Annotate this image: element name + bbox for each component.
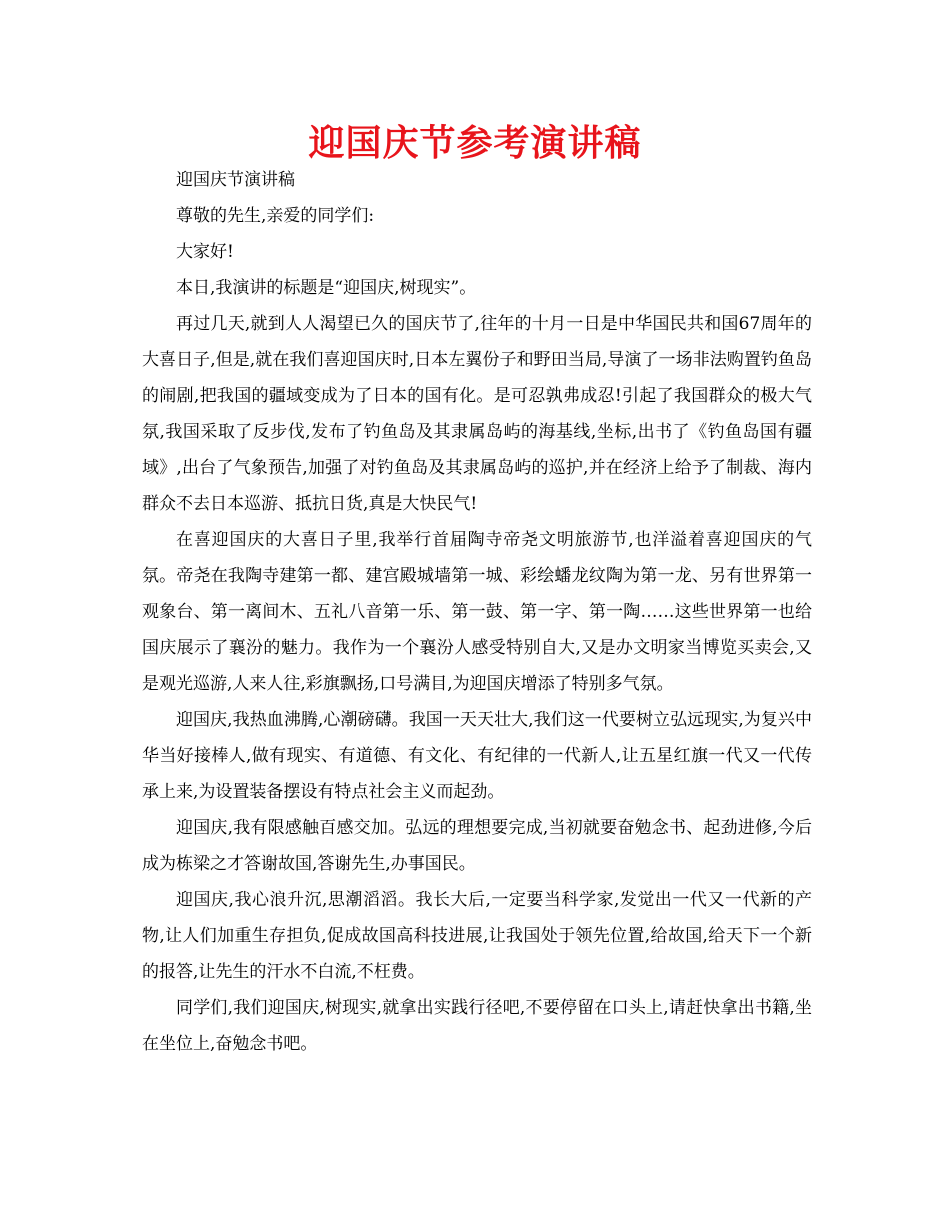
document-title: 迎国庆节参考演讲稿 bbox=[308, 123, 642, 164]
paragraph-topic: 本日,我演讲的标题是“迎国庆,树现实”。 bbox=[176, 278, 477, 298]
paragraph-closing: 同学们,我们迎国庆,树现实,就拿出实践行径吧,不要停留在口头上,请赶快拿出书籍,坐在坐位上,奋勉念书吧。 bbox=[142, 998, 812, 1054]
document-body bbox=[142, 162, 812, 1062]
paragraph-subtitle: 迎国庆节演讲稿 bbox=[176, 170, 295, 190]
paragraph-body-2: 在喜迎国庆的大喜日子里,我举行首届陶寺帝尧文明旅游节,也洋溢着喜迎国庆的气氛。帝尧在我陶寺建第一都、建宫殿城墙第一城、彩绘蟠龙纹陶为第一龙、另有世界第一观象台、第一离间木、五礼八音第一乐、第一鼓、第一字、第一陶……这些世界第一也给国庆展示了襄汾的魅力。我作为一个襄汾人感受特别自大,又是办文明家当博览买卖会,又是观光巡游,人来人往,彩旗飘扬,口号满目,为迎国庆增添了特别多气氛。 bbox=[142, 530, 812, 694]
paragraph-body-1: 再过几天,就到人人渴望已久的国庆节了,往年的十月一日是中华国民共和国67周年的大喜日子,但是,就在我们喜迎国庆时,日本左翼份子和野田当局,导演了一场非法购置钓鱼岛的闹剧,把我国的疆域变成为了日本的国有化。是可忍孰弗成忍!引起了我国群众的极大气氛,我国采取了反步伐,发布了钓鱼岛及其隶属岛屿的海基线,坐标,出书了《钓鱼岛国有疆域》,出台了气象预告,加强了对钓鱼岛及其隶属岛屿的巡护,并在经济上给予了制裁、海内群众不去日本巡游、抵抗日货,真是大快民气! bbox=[142, 314, 812, 514]
paragraph-body-4: 迎国庆,我有限感触百感交加。弘远的理想要完成,当初就要奋勉念书、起劲进修,今后成为栋梁之才答谢故国,答谢先生,办事国民。 bbox=[142, 818, 812, 874]
paragraph-salutation: 尊敬的先生,亲爱的同学们: bbox=[176, 206, 375, 226]
paragraph-body-5: 迎国庆,我心浪升沉,思潮滔滔。我长大后,一定要当科学家,发觉出一代又一代新的产物,让人们加重生存担负,促成故国高科技进展,让我国处于领先位置,给故国,给天下一个新的报答,让先生的汗水不白流,不枉费。 bbox=[142, 890, 812, 982]
paragraph-body-3: 迎国庆,我热血沸腾,心潮磅礴。我国一天天壮大,我们这一代要树立弘远现实,为复兴中华当好接棒人,做有现实、有道德、有文化、有纪律的一代新人,让五星红旗一代又一代传承上来,为设置装备摆设有特点社会主义而起劲。 bbox=[142, 710, 812, 802]
paragraph-greeting: 大家好! bbox=[176, 242, 234, 262]
